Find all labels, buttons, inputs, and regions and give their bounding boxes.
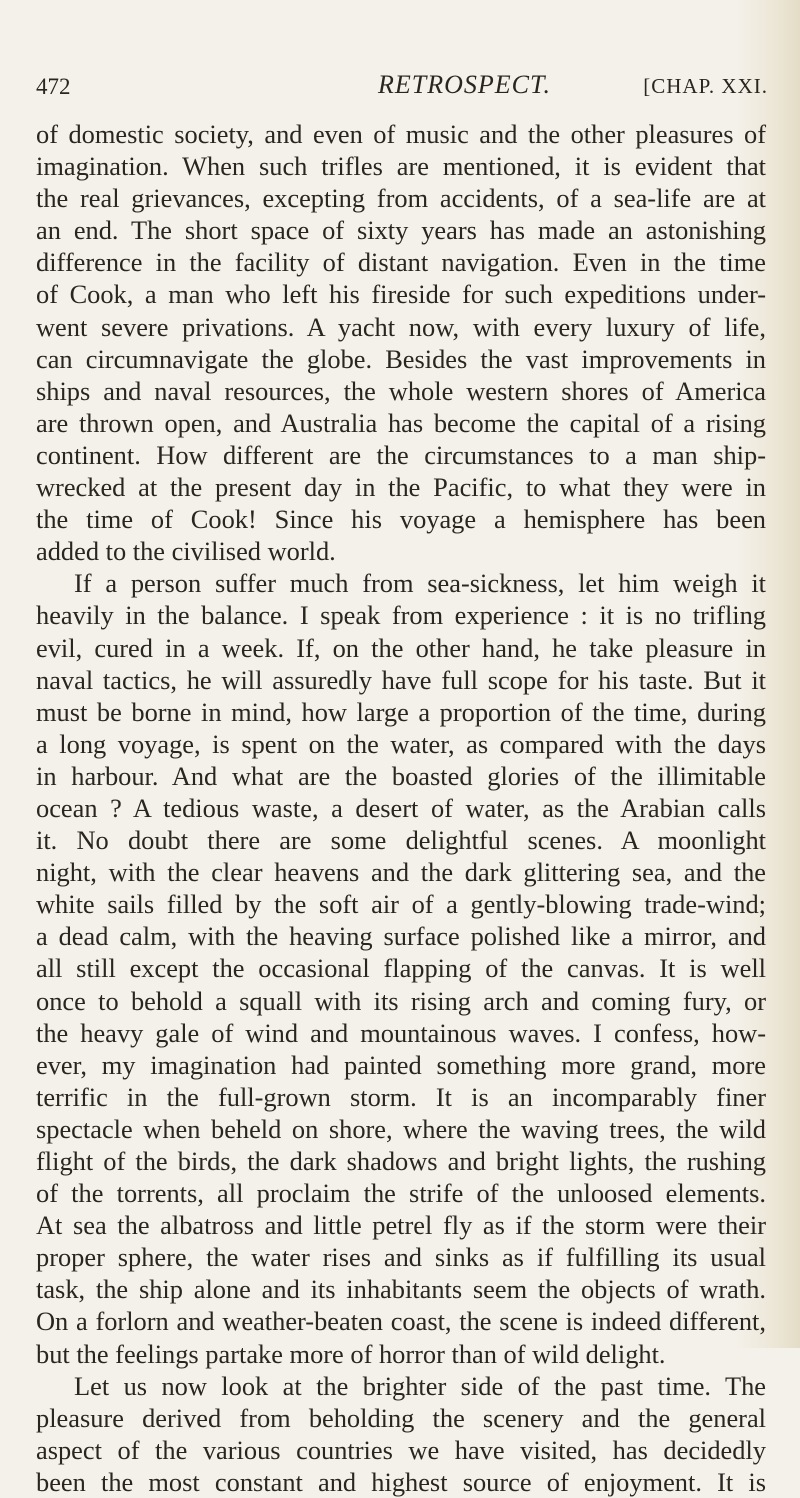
text-line: proper sphere, the water rises and sinks as if fulfilling its usual	[36, 1242, 766, 1273]
text-line: the heavy gale of wind and mountainous waves. I confess, how-	[36, 1017, 766, 1048]
text-line: pleasure derived from beholding the scenery and the general	[36, 1402, 766, 1433]
text-line: but the feelings partake more of horror than of wild delight.	[36, 1338, 666, 1369]
text-line: aspect of the various countries we have visited, has decidedly	[36, 1434, 766, 1465]
text-line: wrecked at the present day in the Pacific, to what they were in	[36, 472, 766, 503]
text-line: night, with the clear heavens and the dark glittering sea, and the	[36, 857, 766, 888]
paragraph	[36, 118, 766, 567]
text-line: a dead calm, with the heaving surface polished like a mirror, and	[36, 921, 766, 952]
text-line: ships and naval resources, the whole western shores of America	[36, 375, 766, 406]
text-line: of domestic society, and even of music and the other pleasures of	[36, 119, 766, 149]
paragraph	[36, 1370, 766, 1498]
text-line: spectacle when beheld on shore, where the waving trees, the wild	[36, 1113, 766, 1144]
text-line: been the most constant and highest source of enjoyment. It is	[36, 1466, 766, 1497]
text-line: ever, my imagination had painted something more grand, more	[36, 1049, 766, 1080]
text-line: of the torrents, all proclaim the strife of the unloosed elements.	[36, 1178, 766, 1209]
text-line: flight of the birds, the dark shadows and bright lights, the rushing	[36, 1146, 766, 1176]
text-line: went severe privations. A yacht now, with every luxury of life,	[36, 311, 766, 342]
paragraph	[36, 567, 766, 1369]
running-title: RETROSPECT.	[378, 70, 552, 99]
text-line: an end. The short space of sixty years has made an astonishing	[36, 215, 766, 246]
text-line: difference in the facility of distant navigation. Even in the time	[36, 247, 766, 278]
text-line: the time of Cook! Since his voyage a hemisphere has been	[36, 504, 766, 535]
text-line: imagination. When such trifles are mentioned, it is evident that	[36, 151, 766, 182]
text-line: evil, cured in a week. If, on the other hand, he take pleasure in	[36, 632, 766, 663]
text-line: of Cook, a man who left his fireside for such expeditions under-	[36, 279, 766, 310]
page-number: 472	[36, 74, 71, 99]
text-line: heavily in the balance. I speak from experience : it is no trifling	[36, 600, 766, 631]
text-line: terrific in the full-grown storm. It is an incomparably finer	[36, 1081, 766, 1112]
text-line: If a person suffer much from sea-sickness, let him weigh it	[74, 568, 766, 599]
text-line: in harbour. And what are the boasted glories of the illimitable	[36, 760, 766, 791]
text-line: ocean ? A tedious waste, a desert of water, as the Arabian calls	[36, 792, 766, 823]
body-text	[36, 118, 766, 1498]
text-line: Let us now look at the brighter side of the past time. The	[74, 1370, 766, 1401]
text-line: continent. How different are the circumstances to a man ship-	[36, 439, 766, 470]
text-line: can circumnavigate the globe. Besides the vast improvements in	[36, 343, 766, 374]
page-header	[36, 64, 766, 104]
text-line: white sails filled by the soft air of a gently-blowing trade-wind;	[36, 889, 766, 920]
chapter-reference: [CHAP. XXI.	[643, 74, 768, 98]
text-line: the real grievances, excepting from accidents, of a sea-life are at	[36, 183, 766, 214]
text-line: added to the civilised world.	[36, 536, 336, 567]
text-line: it. No doubt there are some delightful scenes. A moonlight	[36, 825, 766, 856]
text-line: On a forlorn and weather-beaten coast, the scene is indeed different,	[36, 1306, 766, 1337]
text-line: are thrown open, and Australia has become the capital of a rising	[36, 407, 766, 438]
text-line: At sea the albatross and little petrel fly as if the storm were their	[36, 1210, 766, 1241]
text-line: task, the ship alone and its inhabitants seem the objects of wrath.	[36, 1274, 766, 1305]
text-line: must be borne in mind, how large a proportion of the time, during	[36, 696, 766, 727]
text-line: all still except the occasional flapping of the canvas. It is well	[36, 953, 766, 984]
text-line: naval tactics, he will assuredly have full scope for his taste. But it	[36, 664, 766, 695]
text-line: a long voyage, is spent on the water, as compared with the days	[36, 728, 766, 759]
text-line: once to behold a squall with its rising arch and coming fury, or	[36, 985, 766, 1016]
